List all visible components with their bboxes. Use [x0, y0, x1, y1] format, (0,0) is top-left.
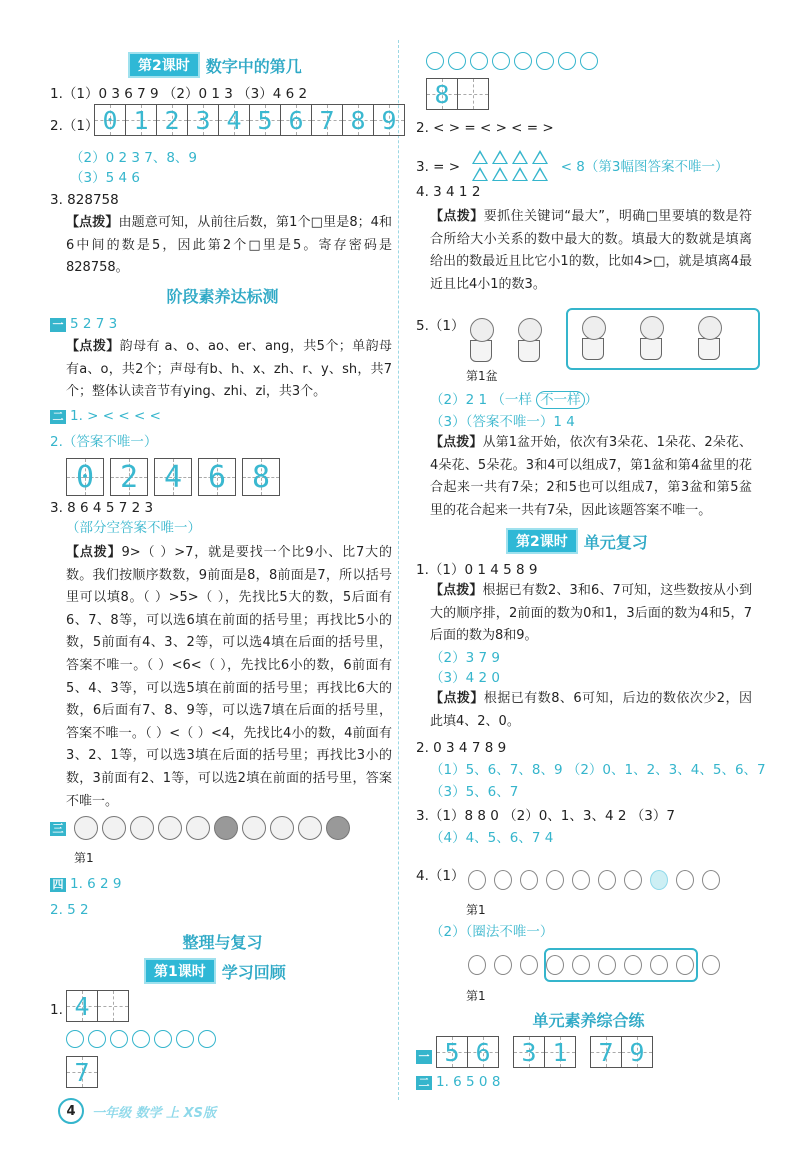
- lantern-icon: [520, 955, 538, 975]
- flower-pot-row-a: [466, 316, 544, 362]
- flower-icon: [130, 816, 154, 840]
- lesson-heading-2b: [506, 528, 648, 554]
- grid-digit: 9: [629, 1037, 645, 1067]
- grid-digit: 2: [164, 105, 180, 135]
- lantern-icon: [702, 955, 720, 975]
- triangle-icon: [492, 167, 508, 181]
- unit-answer-4: 4.（1）: [416, 868, 465, 884]
- grid-cell: [436, 1036, 468, 1068]
- answer-3-symbols: 3. = >: [416, 159, 461, 175]
- grid-cell: [457, 78, 489, 110]
- unit-answer-4-2: （2）（圈法不唯一）: [430, 924, 554, 940]
- flower-icon: [326, 816, 350, 840]
- grid-digit: 0: [102, 105, 118, 135]
- lantern-icon: [494, 955, 512, 975]
- grid-digit: 7: [74, 1057, 90, 1087]
- grid-cell: [97, 990, 129, 1022]
- lantern-icon: [702, 870, 720, 890]
- grid-cell: [94, 104, 126, 136]
- lantern-icon: [546, 955, 564, 975]
- circle-icon: [492, 52, 510, 70]
- answer-5: 5.（1）: [416, 318, 465, 334]
- lesson-title: 单元复习: [583, 532, 648, 552]
- grid-digit: 6: [207, 459, 227, 495]
- grid-cell: [66, 458, 104, 496]
- flower-icon: [270, 816, 294, 840]
- answer-1: 1.（1）0 3 6 7 9 （2）0 1 3 （3）4 6 2: [50, 86, 308, 102]
- flower-icon: [102, 816, 126, 840]
- tip-text: 韵母有 a、o、ao、er、ang，共5个；单韵母有a、o，共2个；声母有b、h、x、zh、r、y、sh，共7个；整体认读音节有ying、zhi、zi，共3个。: [66, 339, 392, 400]
- grid-cell: [467, 1036, 499, 1068]
- tip-text: 根据已有数8、6可知，后边的数依次少2，因此填4、2、0。: [430, 691, 752, 729]
- flower-icon: [158, 816, 182, 840]
- flower-pot-icon: [694, 314, 724, 360]
- lantern-row: [468, 870, 720, 890]
- part-text: 1. 6 2 9: [70, 876, 122, 892]
- answer-3: [416, 150, 728, 184]
- grid-cell: [187, 104, 219, 136]
- answer-4: 4. 3 4 1 2: [416, 184, 481, 200]
- circled-answer: 不一样: [536, 391, 585, 409]
- grid-cell: [66, 990, 98, 1022]
- grid-cell: [544, 1036, 576, 1068]
- grid-digit: 7: [598, 1037, 614, 1067]
- flower-icon: [242, 816, 266, 840]
- part-one: [50, 314, 117, 334]
- part-two-2: 2.（答案不唯一）: [50, 434, 158, 450]
- grid-cell: [621, 1036, 653, 1068]
- part-two-3: 3. 8 6 4 5 7 2 3: [50, 500, 154, 516]
- tip-paragraph: [430, 580, 752, 648]
- triangle-icon: [512, 167, 528, 181]
- triangle-icon: [472, 150, 488, 164]
- lantern-caption: 第1: [466, 903, 486, 917]
- grid-cell: [242, 458, 280, 496]
- answer-2-3: （3）5 4 6: [70, 170, 140, 186]
- flower-pot-icon: [514, 316, 544, 362]
- digit-writing-grid: [66, 990, 128, 1022]
- grid-digit: 8: [350, 105, 366, 135]
- lantern-caption: 第1: [466, 989, 486, 1003]
- grid-digit: 3: [521, 1037, 537, 1067]
- circle-icon: [66, 1030, 84, 1048]
- flower-icon: [298, 816, 322, 840]
- answer-3: 3. 828758: [50, 192, 119, 208]
- column-divider: [398, 40, 399, 1100]
- grid-digit: 7: [319, 105, 335, 135]
- tip-label: 【点拨】: [66, 339, 120, 354]
- circle-icon: [536, 52, 554, 70]
- digit-writing-grid: [66, 1056, 97, 1088]
- grid-cell: [66, 1056, 98, 1088]
- section-heading: 单元素养综合练: [532, 1011, 645, 1030]
- circle-icon: [176, 1030, 194, 1048]
- section-heading: 整理与复习: [182, 933, 263, 952]
- circle-icon: [198, 1030, 216, 1048]
- answer-2-label: 2.（1）: [50, 118, 99, 134]
- circle-icon: [514, 52, 532, 70]
- lantern-icon: [468, 870, 486, 890]
- tip-text: 9>（ ）>7，就是要找一个比9小、比7大的数。我们按顺序数数，9前面是8，8前面是7，所以括号里可以填8。（ ）>5>（ ），先找比5大的数，5后面有6、7、8等，可以选6填在前面的括号里；再找比5小的数，5前面有4、3、2等，可以选4填在后面的括号里，答案不唯一。（ ）<6<（ ），先找比6小的数，6前面有5、4、3等，可以选5填在前面的括号里；再找比6大的数，6后面有7、8、9等，可以选7填在后面的括号里，答案不唯一。（ ）<（ ）<4，先找比4小的数，4前面有3、2、1等，可以选3填在后面的括号里；再找比3小的数，3前面有2、1等，可以选2填在前面的括号里，答案不唯一。: [66, 545, 392, 809]
- unit-answer-2-1: （1）5、6、7、8、9 （2）0、1、2、3、4、5、6、7: [430, 762, 766, 778]
- lantern-icon: [572, 870, 590, 890]
- lantern-icon: [676, 955, 694, 975]
- part-text: 1. > < < < <: [70, 408, 161, 424]
- triangle-icon: [532, 167, 548, 181]
- tip-label: 【点拨】: [430, 583, 483, 598]
- unit-answer-3: 3.（1）8 8 0 （2）0、1、3、4 2 （3）7: [416, 808, 675, 824]
- part-tag: 二: [416, 1076, 432, 1090]
- pot-caption: 第1盆: [466, 369, 498, 383]
- unit-answer-2: 2. 0 3 4 7 8 9: [416, 740, 507, 756]
- lesson-heading-2: [128, 52, 302, 78]
- footer-text: 一年级 数学 上 XS版: [92, 1105, 216, 1121]
- circle-row: [426, 52, 598, 70]
- grid-digit: 2: [119, 459, 139, 495]
- circle-icon: [448, 52, 466, 70]
- grid-digit: 1: [133, 105, 149, 135]
- circle-icon: [132, 1030, 150, 1048]
- grid-digit: 4: [74, 991, 90, 1021]
- grid-digit: 9: [381, 105, 397, 135]
- lantern-icon: [546, 870, 564, 890]
- flower-pot-icon: [636, 314, 666, 360]
- grid-cell: [426, 78, 458, 110]
- grid-cell: [590, 1036, 622, 1068]
- part-text: 5 2 7 3: [70, 316, 118, 332]
- tip-label: 【点拨】: [430, 691, 484, 706]
- tip-paragraph: [430, 206, 752, 296]
- section-heading: 阶段素养达标测: [166, 287, 279, 306]
- tip-label: 【点拨】: [430, 435, 483, 450]
- flower-pot-row-b: [578, 314, 724, 360]
- tip-paragraph: [66, 336, 392, 404]
- part-tag: 一: [416, 1050, 432, 1064]
- tip-label: 【点拨】: [66, 545, 122, 560]
- circle-icon: [580, 52, 598, 70]
- tip-paragraph: [66, 212, 392, 280]
- lantern-icon: [520, 870, 538, 890]
- lantern-icon: [468, 955, 486, 975]
- part-text: 1. 6 5 0 8: [436, 1074, 501, 1090]
- lesson-title: 学习回顾: [221, 962, 286, 982]
- part-four: [50, 874, 122, 894]
- lantern-icon: [650, 955, 668, 975]
- circle-icon: [154, 1030, 172, 1048]
- answer-5-2: （2）2 1 （一样 不一样 ）: [430, 392, 599, 408]
- part-two: [50, 406, 161, 426]
- circle-icon: [110, 1030, 128, 1048]
- flower-caption: 第1: [74, 851, 94, 865]
- digit-writing-grid: [66, 458, 286, 496]
- tip-text: 根据已有数2、3和6、7可知，这些数按从小到大的顺序排，2前面的数为0和1，3后面的数为4和5，7后面的数为8和9。: [430, 583, 752, 644]
- grid-digit: 8: [434, 79, 450, 109]
- grid-digit: 5: [444, 1037, 460, 1067]
- answer-5-3: （3）（答案不唯一）1 4: [430, 414, 575, 430]
- grid-digit: 6: [288, 105, 304, 135]
- page-number: 4: [58, 1098, 84, 1124]
- lantern-icon: [598, 870, 616, 890]
- grid-digit: 4: [163, 459, 183, 495]
- flower-pot-icon: [578, 314, 608, 360]
- triangle-group: [470, 150, 550, 184]
- part-tag: 二: [50, 410, 66, 424]
- lantern-icon: [598, 955, 616, 975]
- flower-icon: [186, 816, 210, 840]
- grid-digit: 4: [226, 105, 242, 135]
- grid-cell: [154, 458, 192, 496]
- lesson-heading-1: [144, 958, 286, 984]
- tip-paragraph: [430, 432, 752, 522]
- lesson-tag: 第1课时: [144, 958, 216, 984]
- final-part-one: [416, 1046, 436, 1066]
- lantern-icon: [494, 870, 512, 890]
- grid-digit: 5: [257, 105, 273, 135]
- answer-3-rest: < 8（第3幅图答案不唯一）: [560, 159, 729, 175]
- flower-icon: [214, 816, 238, 840]
- grid-digit: 1: [552, 1037, 568, 1067]
- flower-row: [74, 816, 350, 840]
- tip-text: 由题意可知，从前往后数，第1个□里是8；4和6中间的数是5，因此第2个□里是5。寄存密码是828758。: [66, 215, 392, 276]
- grid-digit: 0: [75, 459, 95, 495]
- grid-cell: [156, 104, 188, 136]
- circle-row: [66, 1030, 216, 1048]
- grid-cell: [125, 104, 157, 136]
- triangle-icon: [492, 150, 508, 164]
- grid-cell: [198, 458, 236, 496]
- lesson-title: 数字中的第几: [205, 56, 302, 76]
- tip-paragraph: [430, 688, 752, 733]
- circle-icon: [470, 52, 488, 70]
- grid-cell: [280, 104, 312, 136]
- part-tag: 三: [50, 822, 66, 836]
- grid-cell: [513, 1036, 545, 1068]
- lantern-row: [468, 955, 720, 975]
- unit-answer-1-3: （3）4 2 0: [430, 670, 500, 686]
- page-footer: [58, 1098, 216, 1124]
- part-two-3-note: （部分空答案不唯一）: [66, 520, 201, 536]
- circle-icon: [88, 1030, 106, 1048]
- part-tag: 一: [50, 318, 66, 332]
- unit-answer-1: 1.（1）0 1 4 5 8 9: [416, 562, 538, 578]
- grid-digit: 3: [195, 105, 211, 135]
- tip-text: 从第1盆开始，依次有3朵花、1朵花、2朵花、4朵花、5朵花。3和4可以组成7，第1盆和第4盆里的花合起来一共有7朵；2和5也可以组成7，第3盆和第5盆里的花合起来一共有7朵，因此该题答案不唯一。: [430, 435, 752, 518]
- grid-cell: [249, 104, 281, 136]
- grid-cell: [218, 104, 250, 136]
- triangle-icon: [472, 167, 488, 181]
- lantern-icon: [624, 955, 642, 975]
- triangle-icon: [532, 150, 548, 164]
- unit-answer-3-4: （4）4、5、6、7 4: [430, 830, 554, 846]
- digit-writing-grid: [436, 1036, 667, 1068]
- tip-text: 要抓住关键词“最大”，明确□里要填的数是符合所给大小关系的数中最大的数。填最大的数就是填离给出的数最近且比它小1的数，比如4>□，就是填离4最近且比4小1的数3。: [430, 209, 752, 292]
- grid-cell: [373, 104, 405, 136]
- answer-2-2: （2）0 2 3 7、8、9: [70, 150, 197, 166]
- circle-icon: [558, 52, 576, 70]
- tip-label: 【点拨】: [66, 215, 119, 230]
- review-1-label: 1.: [50, 1002, 63, 1018]
- part-tag: 四: [50, 878, 66, 892]
- digit-writing-grid: [426, 78, 488, 110]
- flower-pot-icon: [466, 316, 496, 362]
- flower-icon: [74, 816, 98, 840]
- grid-digit: 8: [251, 459, 271, 495]
- answer-5-2-text: （2）2 1 （一样: [430, 392, 532, 408]
- lantern-icon: [650, 870, 668, 890]
- part-three: [50, 818, 70, 838]
- unit-answer-2-3: （3）5、6、7: [430, 784, 519, 800]
- unit-answer-1-2: （2）3 7 9: [430, 650, 500, 666]
- triangle-icon: [512, 150, 528, 164]
- grid-digit: 6: [475, 1037, 491, 1067]
- grid-cell: [342, 104, 374, 136]
- lantern-icon: [624, 870, 642, 890]
- final-part-two: [416, 1072, 500, 1092]
- lantern-icon: [572, 955, 590, 975]
- lantern-icon: [676, 870, 694, 890]
- circle-icon: [426, 52, 444, 70]
- grid-cell: [110, 458, 148, 496]
- lesson-tag: 第2课时: [128, 52, 200, 78]
- grid-cell: [311, 104, 343, 136]
- answer-2: 2. < > = < > < = >: [416, 120, 554, 136]
- part-four-2: 2. 5 2: [50, 902, 89, 918]
- tip-label: 【点拨】: [430, 209, 484, 224]
- lesson-tag: 第2课时: [506, 528, 578, 554]
- tip-paragraph: [66, 542, 392, 813]
- digit-writing-grid: [94, 104, 404, 136]
